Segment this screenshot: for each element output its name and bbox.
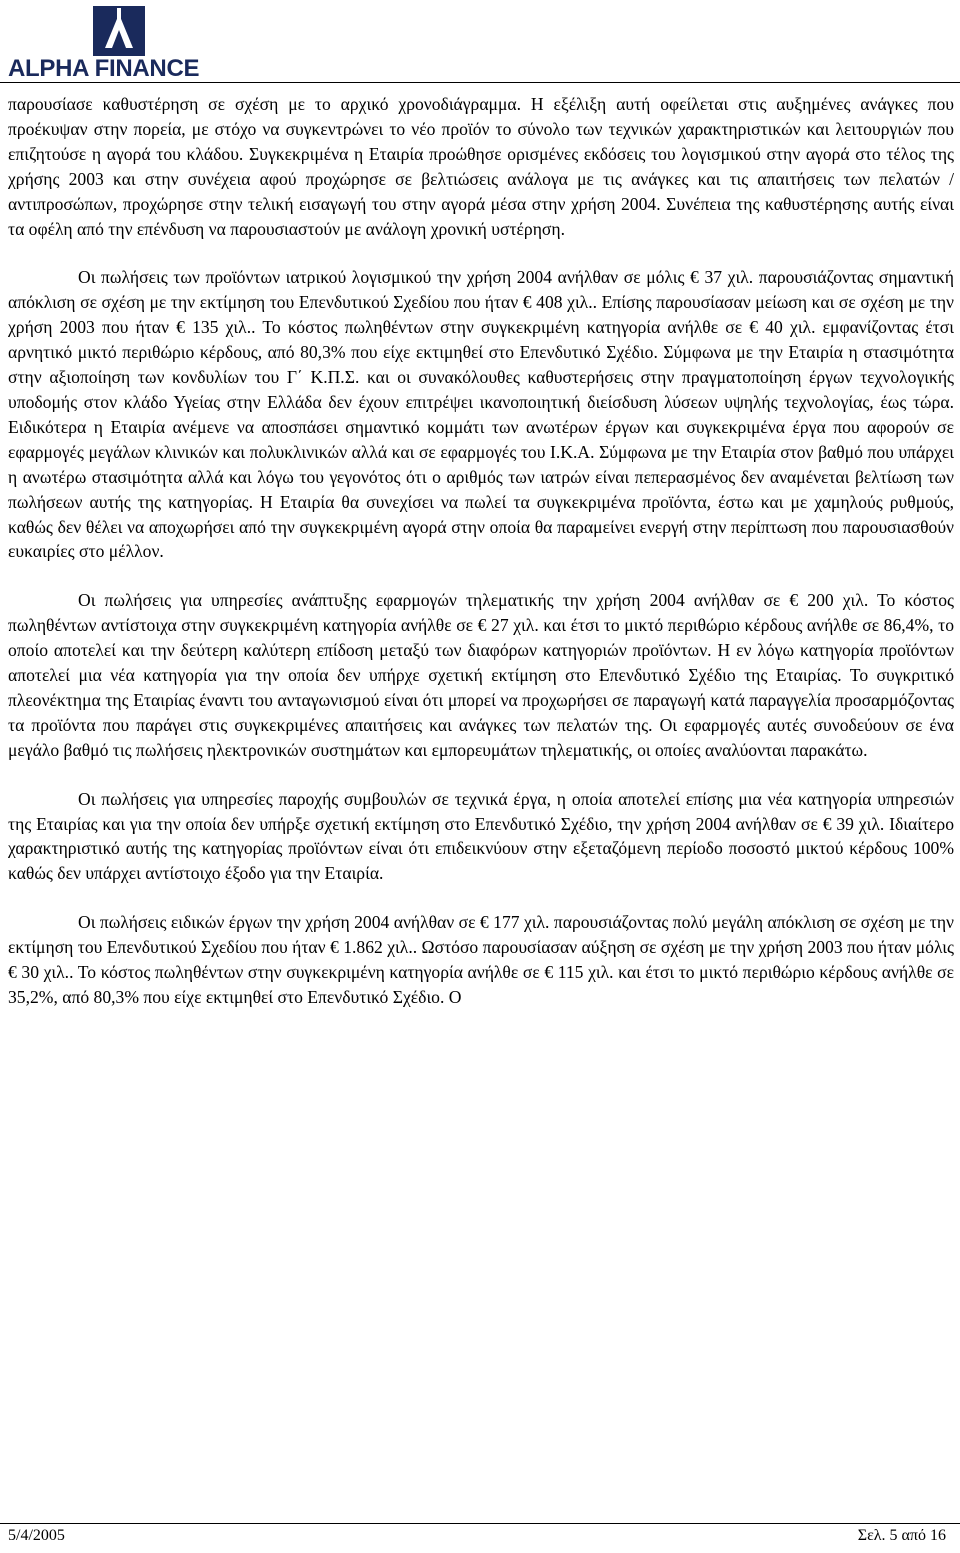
brand-name: ALPHA FINANCE [8,55,200,82]
footer-page-number: Σελ. 5 από 16 [857,1527,946,1544]
paragraph: παρουσίασε καθυστέρηση σε σχέση με το αρχικό χρονοδιάγραμμα. Η εξέλιξη αυτή οφείλεται στις αυξημένες ανάγκες που προέκυψαν στην πορεία, με στόχο να συγκεντρώνει το νέο προϊόν το σύνολο των τεχνικών χαρακτηριστικών και λειτουργιών που επιζητούσε η αγορά του κλάδου. Συγκεκριμένα η Εταιρία προώθησε ορισμένες εκδόσεις του λογισμικού στην αγορά στο τέλος της χρήσης 2003 και στην συνέχεια αφού προχώρησε σε βελτιώσεις ανάλογα με τις ανάγκες και τις απαιτήσεις των πελατών / αντιπροσώπων, προχώρησε στην τελική εισαγωγή του στην αγορά μέσα στην χρήση 2004. Συνέπεια της καθυστέρησης αυτής είναι τα οφέλη από την επένδυση να παρουσιαστούν με ανάλογη χρονική υστέρηση. [8,94,954,239]
page-header [8,6,248,82]
footer-divider [0,1523,960,1524]
paragraph: Οι πωλήσεις για υπηρεσίες ανάπτυξης εφαρμογών τηλεματικής την χρήση 2004 ανήλθαν σε € 200 χιλ. Το κόστος πωληθέντων αντίστοιχα στην συγκεκριμένη κατηγορία ανήλθε σε € 27 χιλ. και έτσι το μικτό περιθώριο κέρδους ανήλθε σε 86,4%, το οποίο αποτελεί και την δεύτερη καλύτερη επίδοση μεταξύ των διαφόρων κατηγοριών προϊόντων. Η εν λόγω κατηγορία προϊόντων αποτελεί μια νέα κατηγορία για την οποία δεν υπήρχε σχετική εκτίμηση στο Επενδυτικό Σχέδιο της Εταιρίας. Το συγκριτικό πλεονέκτημα της Εταιρίας έναντι του ανταγωνισμού είναι ότι μπορεί να προχωρήσει σε παραγωγή κατά παραγγελία προσαρμόζοντας τα προϊόντα που παράγει στις συγκεκριμένες απαιτήσεις και ανάγκες των πελατών της. Οι εφαρμογές αυτές συνοδεύουν σε ένα μεγάλο βαθμό τις πωλήσεις ηλεκτρονικών συστημάτων και εμπορευμάτων τηλεματικής, οι οποίες αναλύονται παρακάτω. [8,590,954,760]
paragraph: Οι πωλήσεις ειδικών έργων την χρήση 2004 ανήλθαν σε € 177 χιλ. παρουσιάζοντας πολύ μεγάλη απόκλιση σε σχέση με την εκτίμηση του Επενδυτικού Σχεδίου που ήταν € 1.862 χιλ.. Ωστόσο παρουσίασαν αύξηση σε σχέση με την χρήση 2003 που ήταν μόλις € 30 χιλ.. Το κόστος πωληθέντων στην συγκεκριμένη κατηγορία ανήλθε σε € 115 χιλ. και έτσι το μικτό περιθώριο κέρδους ανήλθε σε 35,2%, από 80,3% που είχε εκτιμηθεί στο Επενδυτικό Σχέδιο. Ο [8,912,954,1007]
header-divider [0,82,960,83]
document-body [8,92,954,1010]
paragraph: Οι πωλήσεις για υπηρεσίες παροχής συμβουλών σε τεχνικά έργα, η οποία αποτελεί επίσης μια νέα κατηγορία υπηρεσιών της Εταιρίας και για την οποία δεν υπήρξε σχετική εκτίμηση στο Επενδυτικό Σχέδιο, την χρήση 2004 ανήλθαν σε € 39 χιλ. Ιδιαίτερο χαρακτηριστικό αυτής της κατηγορίας προϊόντων είναι ότι επιδεικνύουν στην εξεταζόμενη περίοδο ποσοστό μικτού κέρδους 100% καθώς δεν υπάρχει αντίστοιχο έξοδο για την Εταιρία. [8,788,954,884]
paragraph: Οι πωλήσεις των προϊόντων ιατρικού λογισμικού την χρήση 2004 ανήλθαν σε μόλις € 37 χιλ. παρουσιάζοντας σημαντική απόκλιση σε σχέση με την εκτίμηση του Επενδυτικού Σχεδίου που ήταν € 408 χιλ.. Επίσης παρουσίασαν μείωση και σε σχέση με την χρήση 2003 που ήταν € 135 χιλ.. Το κόστος πωληθέντων στην συγκεκριμένη κατηγορία ανήλθε σε € 40 χιλ. εμφανίζοντας έτσι αρνητικό μικτό περιθώριο κέρδους, από 80,3% που είχε εκτιμηθεί στο Επενδυτικό Σχέδιο. Σύμφωνα με την Εταιρία η στασιμότητα στην αξιοποίηση των κονδυλίων του Γ΄ Κ.Π.Σ. και οι συνακόλουθες καθυστερήσεις στην πραγματοποίηση έργων τεχνολογικής υποδομής στον κλάδο Υγείας στην Ελλάδα δεν έχουν επιτρέψει ικανοποιητική διείσδυση λύσεων υψηλής τεχνολογίας, έως τώρα. Ειδικότερα η Εταιρία ανέμενε να αποσπάσει σημαντικό κομμάτι των ανωτέρων έργων και συγκεκριμένα έργα που αφορούν σε εφαρμογές μεγάλων κλινικών και πολυκλινικών αλλά και σε εφαρμογές του Ι.Κ.Α. Σύμφωνα με την Εταιρία στον βαθμό που υπάρχει η ανωτέρω στασιμότητα αλλά και λόγω του γεγονότος ότι ο αριθμός των ιατρών είναι πεπερασμένος δεν αναμένεται βελτίωση των πωλήσεων αυτής της κατηγορίας. Η Εταιρία θα συνεχίσει να πωλεί τα συγκεκριμένα προϊόντα, έστω και με χαμηλούς ρυθμούς, καθώς δεν θέλει να αποχωρήσει από την συγκεκριμένη αγορά στην οποία θα παραμείνει ενεργή στην περίπτωση που παρουσιασθούν ευκαιρίες στο μέλλον. [8,267,954,562]
alpha-logo-icon [93,6,145,56]
footer-date: 5/4/2005 [8,1527,65,1544]
